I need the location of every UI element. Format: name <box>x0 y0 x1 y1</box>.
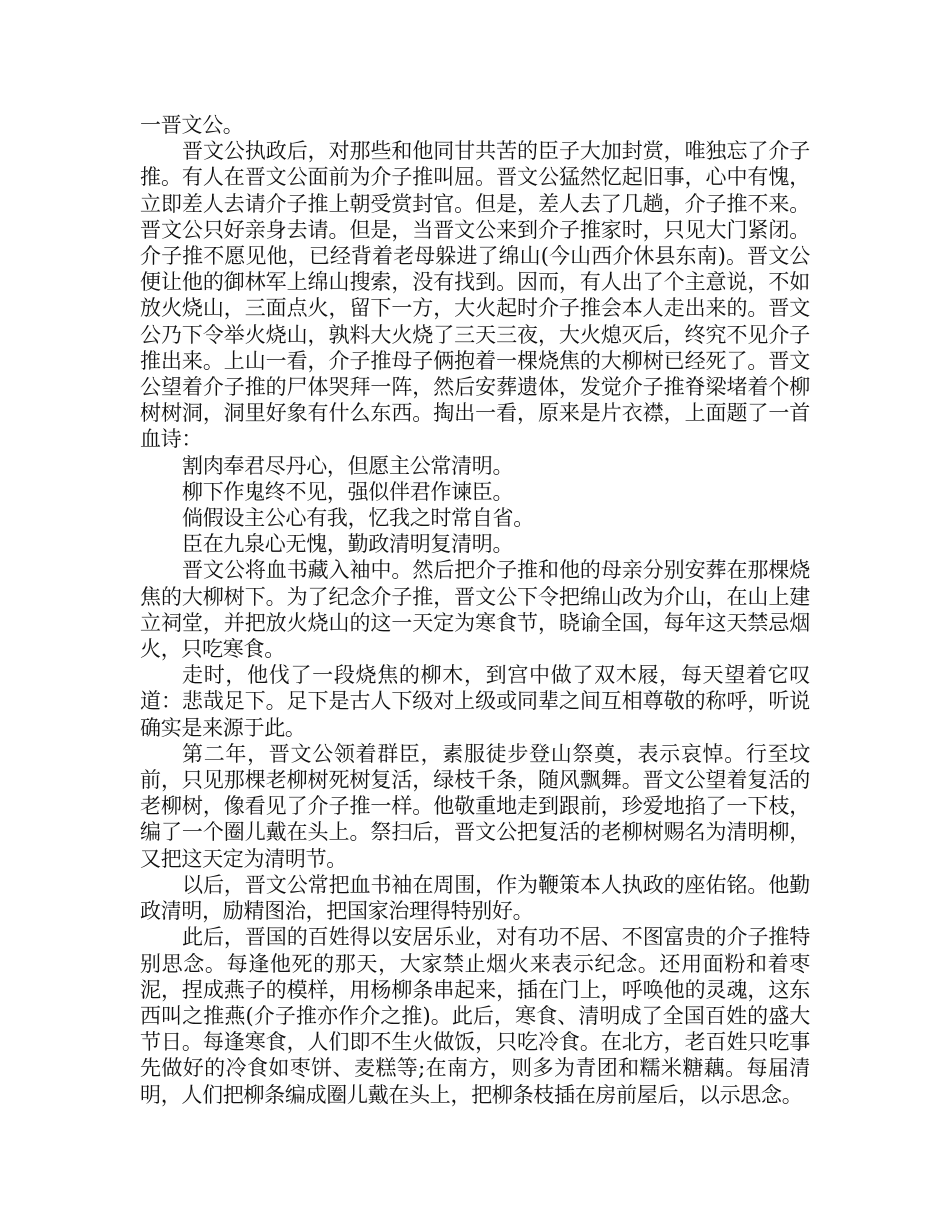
paragraph-motto: 以后，晋文公常把血书袖在周围，作为鞭策本人执政的座佑铭。他勤政清明，励精图治，把国家治理得特别好。 <box>140 872 810 924</box>
poem-line-3: 倘假设主公心有我，忆我之时常自省。 <box>182 506 534 531</box>
blood-poem <box>140 453 810 558</box>
paragraph-customs: 此后，晋国的百姓得以安居乐业，对有功不居、不图富贵的介子推特别思念。每逢他死的那天，大家禁止烟火来表示纪念。还用面粉和着枣泥，捏成燕子的模样，用杨柳条串起来，插在门上，呼唤他的灵魂，这东西叫之推燕(介子推亦作介之推)。此后，寒食、清明成了全国百姓的盛大节日。每逢寒食，人们即不生火做饭，只吃冷食。在北方，老百姓只吃事先做好的冷食如枣饼、麦糕等;在南方，则多为青团和糯米糖藕。每届清明，人们把柳条编成圈儿戴在头上，把柳条枝插在房前屋后，以示思念。 <box>140 925 810 1107</box>
poem-line-4: 臣在九泉心无愧，勤政清明复清明。 <box>182 532 514 557</box>
paragraph-opening-fragment: 一晋文公。 <box>140 113 244 137</box>
paragraph-burial: 晋文公将血书藏入袖中。然后把介子推和他的母亲分别安葬在那棵烧焦的大柳树下。为了纪念介子推，晋文公下令把绵山改为介山，在山上建立祠堂，并把放火烧山的这一天定为寒食节，晓谕全国，每年这天禁忌烟火，只吃寒食。 <box>140 558 810 662</box>
paragraph-wooden-clogs: 走时，他伐了一段烧焦的柳木，到宫中做了双木屐，每天望着它叹道：悲哉足下。足下是古人下级对上级或同辈之间互相尊敬的称呼，听说确实是来源于此。 <box>140 663 810 740</box>
document-page <box>140 112 810 1108</box>
poem-line-1: 割肉奉君尽丹心，但愿主公常清明。 <box>182 453 514 478</box>
poem-line-2: 柳下作鬼终不见，强似伴君作谏臣。 <box>182 479 514 504</box>
paragraph-second-year: 第二年，晋文公领着群臣，素服徒步登山祭奠，表示哀悼。行至坟前，只见那棵老柳树死树复活，绿枝千条，随风飘舞。晋文公望着复活的老柳树，像看见了介子推一样。他敬重地走到跟前，珍爱地掐了一下枝，编了一个圈儿戴在头上。祭扫后，晋文公把复活的老柳树赐名为清明柳，又把这天定为清明节。 <box>140 741 810 871</box>
paragraph-jin-wengong-rule: 晋文公执政后，对那些和他同甘共苦的臣子大加封赏，唯独忘了介子推。有人在晋文公面前为介子推叫屈。晋文公猛然忆起旧事，心中有愧，立即差人去请介子推上朝受赏封官。但是，差人去了几趟，介子推不来。晋文公只好亲身去请。但是，当晋文公来到介子推家时，只见大门紧闭。介子推不愿见他，已经背着老母躲进了绵山(今山西介休县东南)。晋文公便让他的御林军上绵山搜索，没有找到。因而，有人出了个主意说，不如放火烧山，三面点火，留下一方，大火起时介子推会本人走出来的。晋文公乃下令举火烧山，孰料大火烧了三天三夜，大火熄灭后，终究不见介子推出来。上山一看，介子推母子俩抱着一棵烧焦的大柳树已经死了。晋文公望着介子推的尸体哭拜一阵，然后安葬遗体，发觉介子推脊梁堵着个柳树树洞，洞里好象有什么东西。掏出一看，原来是片衣襟，上面题了一首血诗： <box>140 139 810 452</box>
